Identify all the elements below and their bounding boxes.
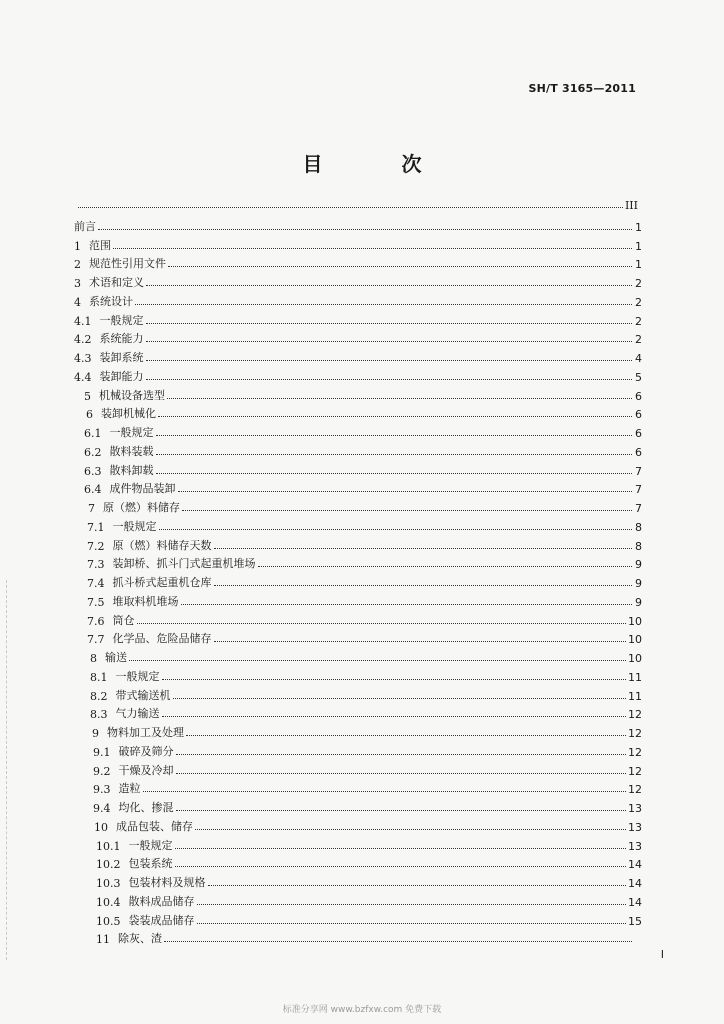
toc-section-title: 抓斗桥式起重机仓库 — [112, 576, 212, 589]
toc-entry[interactable] — [74, 590, 642, 609]
toc-section-title: 系统能力 — [99, 332, 144, 346]
leader-dots — [175, 866, 627, 867]
toc-section-title: 均化、掺混 — [118, 801, 174, 814]
toc-section-number: 7.7 — [87, 633, 105, 647]
toc-entry[interactable] — [74, 421, 642, 440]
toc-entry[interactable] — [74, 740, 642, 759]
toc-section-title: 前言 — [74, 219, 96, 233]
toc-section-number: 4.4 — [74, 370, 92, 384]
toc-entry[interactable] — [74, 290, 642, 309]
leader-dots — [156, 454, 633, 455]
toc-entry[interactable] — [74, 496, 642, 515]
toc-section-title: 袋装成品储存 — [128, 913, 195, 927]
toc-entry[interactable] — [74, 234, 642, 253]
toc-page-number: 7 — [635, 464, 642, 478]
toc-entry[interactable] — [74, 515, 642, 534]
toc-page-number: 6 — [635, 445, 642, 459]
toc-section-number: 2 — [74, 258, 81, 272]
leader-dots — [162, 716, 627, 717]
standard-code: SH/T 3165—2011 — [528, 82, 636, 95]
toc-entry[interactable] — [74, 253, 642, 272]
leader-dots — [208, 885, 627, 886]
toc-page-number: 12 — [628, 745, 642, 759]
toc-page-number: 2 — [635, 333, 642, 347]
toc-entry[interactable] — [74, 759, 642, 778]
toc-section-title: 装卸桥、抓斗门式起重机堆场 — [112, 557, 256, 571]
toc-section-number: 10 — [94, 820, 108, 834]
toc-section-number: 4.1 — [74, 314, 92, 328]
page-title: 目 次 — [302, 152, 458, 176]
toc-entry[interactable] — [74, 646, 642, 665]
toc-entry[interactable] — [74, 571, 642, 590]
toc-page-number: 11 — [628, 689, 642, 703]
leader-dots — [113, 248, 632, 249]
leader-dots — [162, 679, 627, 680]
leader-dots — [146, 323, 633, 324]
toc-page-number: 2 — [635, 314, 642, 328]
toc-entry[interactable] — [74, 328, 642, 347]
leader-dots — [143, 791, 627, 792]
toc-entry[interactable] — [74, 796, 642, 815]
toc-section-number: 6.2 — [84, 445, 102, 459]
leader-dots — [197, 904, 627, 905]
toc-section-title: 系统设计 — [89, 294, 133, 308]
toc-entry[interactable] — [74, 365, 642, 384]
toc-entry[interactable] — [74, 834, 642, 853]
toc-section-title: 规范性引用文件 — [89, 257, 166, 271]
toc-entry[interactable] — [74, 403, 642, 422]
toc-section-number: 4 — [74, 295, 81, 309]
toc-section-title: 破碎及筛分 — [118, 744, 174, 758]
scan-edge-line — [6, 580, 8, 960]
toc-section-title: 包装材料及规格 — [128, 876, 206, 889]
toc-entry[interactable] — [74, 215, 642, 234]
toc-page-number: 13 — [628, 820, 642, 834]
toc-section-title: 一般规定 — [112, 519, 157, 533]
leader-dots — [176, 754, 627, 755]
toc-entry[interactable] — [74, 853, 642, 872]
toc-section-number: 7.4 — [87, 577, 105, 590]
toc-section-number: 7.2 — [87, 539, 105, 553]
leader-dots — [156, 473, 633, 474]
toc-first-page-number: III — [624, 199, 638, 212]
toc-page-number: 12 — [628, 727, 642, 740]
toc-page-number: 14 — [628, 895, 642, 909]
leader-dots — [181, 604, 633, 605]
toc-section-number: 9.3 — [93, 783, 111, 797]
page-number: I — [660, 948, 664, 961]
toc-section-title: 原（燃）料储存天数 — [112, 538, 212, 552]
toc-page-number: 6 — [635, 427, 642, 440]
toc-section-title: 装卸能力 — [99, 369, 144, 383]
toc-page-number: 13 — [628, 802, 642, 815]
toc-section-number: 7.1 — [87, 520, 105, 534]
toc-page-number: 12 — [628, 708, 642, 722]
toc-entry[interactable] — [74, 459, 642, 478]
leader-dots — [146, 379, 633, 380]
toc-page-number: 1 — [635, 239, 642, 253]
toc-page-number: 12 — [628, 783, 642, 797]
leader-dots — [159, 529, 633, 530]
toc-section-title: 堆取料机堆场 — [112, 594, 179, 608]
leader-dots — [168, 266, 632, 267]
toc-section-number: 6.4 — [84, 483, 102, 497]
toc-section-number: 6 — [86, 408, 93, 422]
toc-section-number: 4.3 — [74, 352, 92, 365]
leader-dots — [214, 585, 633, 586]
leader-dots — [186, 735, 626, 736]
toc-section-number: 8.2 — [90, 689, 108, 703]
toc-section-number: 7.6 — [87, 614, 105, 628]
toc-page-number: 6 — [635, 389, 642, 403]
toc-section-title: 范围 — [89, 238, 111, 252]
toc-section-title: 输送 — [105, 651, 127, 664]
toc-entry[interactable] — [74, 721, 642, 740]
leader-dots — [214, 548, 633, 549]
toc-section-title: 筒仓 — [112, 613, 135, 627]
toc-page-number: 14 — [628, 877, 642, 890]
toc-entry[interactable] — [74, 684, 642, 703]
toc-entry[interactable] — [74, 440, 642, 459]
toc-entry[interactable] — [74, 271, 642, 290]
toc-section-number: 7.3 — [87, 558, 105, 572]
leader-dots — [197, 923, 627, 924]
toc-section-title: 装卸机械化 — [101, 407, 156, 421]
toc-entry[interactable] — [74, 890, 642, 909]
toc-page-number: 5 — [635, 370, 642, 384]
toc-page-number: 10 — [628, 652, 642, 665]
toc-page-number: 10 — [628, 614, 642, 628]
toc-section-title: 造粒 — [118, 782, 141, 796]
toc-section-number: 1 — [74, 239, 81, 253]
toc-section-number: 8.3 — [90, 708, 108, 722]
toc-section-title: 干燥及冷却 — [118, 763, 174, 777]
toc-section-title: 化学品、危险品储存 — [112, 632, 212, 646]
toc-section-number: 10.4 — [96, 895, 121, 909]
toc-section-title: 成品包装、储存 — [116, 819, 193, 833]
toc-page-number: 7 — [635, 483, 642, 497]
leader-dots — [137, 623, 627, 624]
leader-dots — [146, 360, 633, 361]
toc-section-title: 带式输送机 — [115, 688, 171, 702]
leader-dots — [258, 566, 633, 567]
toc-page-number: 2 — [635, 295, 642, 309]
toc-entry[interactable] — [74, 815, 642, 834]
toc-section-number: 10.1 — [96, 839, 121, 853]
toc-entry[interactable] — [74, 384, 642, 403]
toc-section-title: 一般规定 — [109, 426, 154, 439]
leader-dots — [158, 416, 632, 417]
leader-dots — [178, 491, 633, 492]
toc-section-title: 散料卸载 — [109, 463, 154, 477]
toc-section-title: 除灰、渣 — [118, 932, 162, 946]
toc-entry[interactable] — [74, 309, 642, 328]
leader-dots — [182, 510, 632, 511]
toc-entry[interactable] — [74, 628, 642, 647]
toc-section-number: 9.2 — [93, 764, 111, 778]
toc-entry[interactable] — [74, 665, 642, 684]
toc-entry[interactable] — [74, 909, 642, 928]
leader-dots — [195, 829, 626, 830]
toc-section-number: 7.5 — [87, 595, 105, 609]
toc-section-number: 9 — [92, 727, 99, 740]
toc-section-title: 物料加工及处理 — [107, 726, 184, 739]
toc-section-title: 气力输送 — [115, 707, 160, 721]
toc-page-number: 10 — [628, 633, 642, 647]
toc-section-number: 5 — [84, 389, 91, 403]
toc-entry[interactable] — [74, 778, 642, 797]
toc-page-number: 4 — [635, 352, 642, 365]
toc-section-title: 一般规定 — [115, 669, 160, 683]
leader-dots — [214, 641, 627, 642]
toc-page-number: 9 — [635, 558, 642, 572]
toc-section-title: 术语和定义 — [89, 276, 144, 289]
toc-entry[interactable] — [74, 928, 642, 947]
leader-dots — [129, 660, 626, 661]
toc-section-title: 一般规定 — [99, 313, 144, 327]
leader-dots — [78, 207, 623, 208]
toc-page-number: 15 — [628, 914, 642, 928]
toc-section-number: 6.1 — [84, 427, 102, 440]
watermark: 标准分享网 www.bzfxw.com 免费下载 — [282, 1005, 442, 1015]
toc-page-number: 12 — [628, 764, 642, 778]
toc-section-title: 机械设备选型 — [99, 388, 165, 402]
toc-entry[interactable] — [74, 478, 642, 497]
toc-page-number: 9 — [635, 577, 642, 590]
toc-section-title: 包装系统 — [128, 857, 173, 871]
toc-section-number: 8.1 — [90, 670, 108, 684]
toc-section-number: 10.2 — [96, 858, 121, 872]
toc-page-number: 6 — [635, 408, 642, 422]
leader-dots — [176, 773, 627, 774]
toc-page-number: 1 — [635, 258, 642, 272]
toc-section-number: 9.1 — [93, 745, 111, 759]
leader-dots — [98, 229, 632, 230]
toc-entry[interactable] — [74, 346, 642, 365]
leader-dots — [173, 698, 627, 699]
table-of-contents — [74, 215, 642, 946]
leader-dots — [176, 810, 627, 811]
toc-entry[interactable] — [74, 703, 642, 722]
toc-section-number: 7 — [88, 502, 95, 515]
toc-section-number: 10.3 — [96, 877, 121, 890]
toc-section-number: 10.5 — [96, 914, 121, 928]
leader-dots — [146, 341, 633, 342]
toc-page-number: 11 — [628, 670, 642, 684]
leader-dots — [167, 398, 632, 399]
toc-page-number: 13 — [628, 839, 642, 853]
toc-section-number: 6.3 — [84, 464, 102, 478]
toc-page-number: 9 — [635, 595, 642, 609]
toc-section-title: 一般规定 — [128, 838, 173, 852]
toc-entry[interactable] — [74, 534, 642, 553]
toc-section-title: 原（燃）料储存 — [103, 501, 180, 514]
leader-dots — [175, 848, 627, 849]
toc-section-number: 8 — [90, 652, 97, 665]
leader-dots — [156, 435, 633, 436]
leader-dots — [164, 941, 632, 942]
toc-section-number: 9.4 — [93, 802, 111, 815]
leader-dots — [146, 285, 632, 286]
toc-section-number: 3 — [74, 277, 81, 290]
toc-page-number: 7 — [635, 502, 642, 515]
toc-page-number: 1 — [635, 220, 642, 234]
toc-entry[interactable] — [74, 553, 642, 572]
toc-section-title: 散料装载 — [109, 444, 154, 458]
toc-section-number: 4.2 — [74, 333, 92, 347]
toc-page-number: 2 — [635, 277, 642, 290]
toc-page-number: 8 — [635, 539, 642, 553]
toc-section-title: 装卸系统 — [99, 351, 144, 364]
leader-dots — [135, 304, 632, 305]
toc-entry[interactable] — [74, 871, 642, 890]
toc-entry[interactable] — [74, 609, 642, 628]
toc-section-title: 散料成品储存 — [128, 894, 195, 908]
toc-leader-line — [76, 196, 638, 212]
toc-page-number: 8 — [635, 520, 642, 534]
toc-section-title: 成件物品装卸 — [109, 482, 176, 496]
toc-page-number: 14 — [628, 858, 642, 872]
toc-section-number: 11 — [96, 933, 110, 947]
